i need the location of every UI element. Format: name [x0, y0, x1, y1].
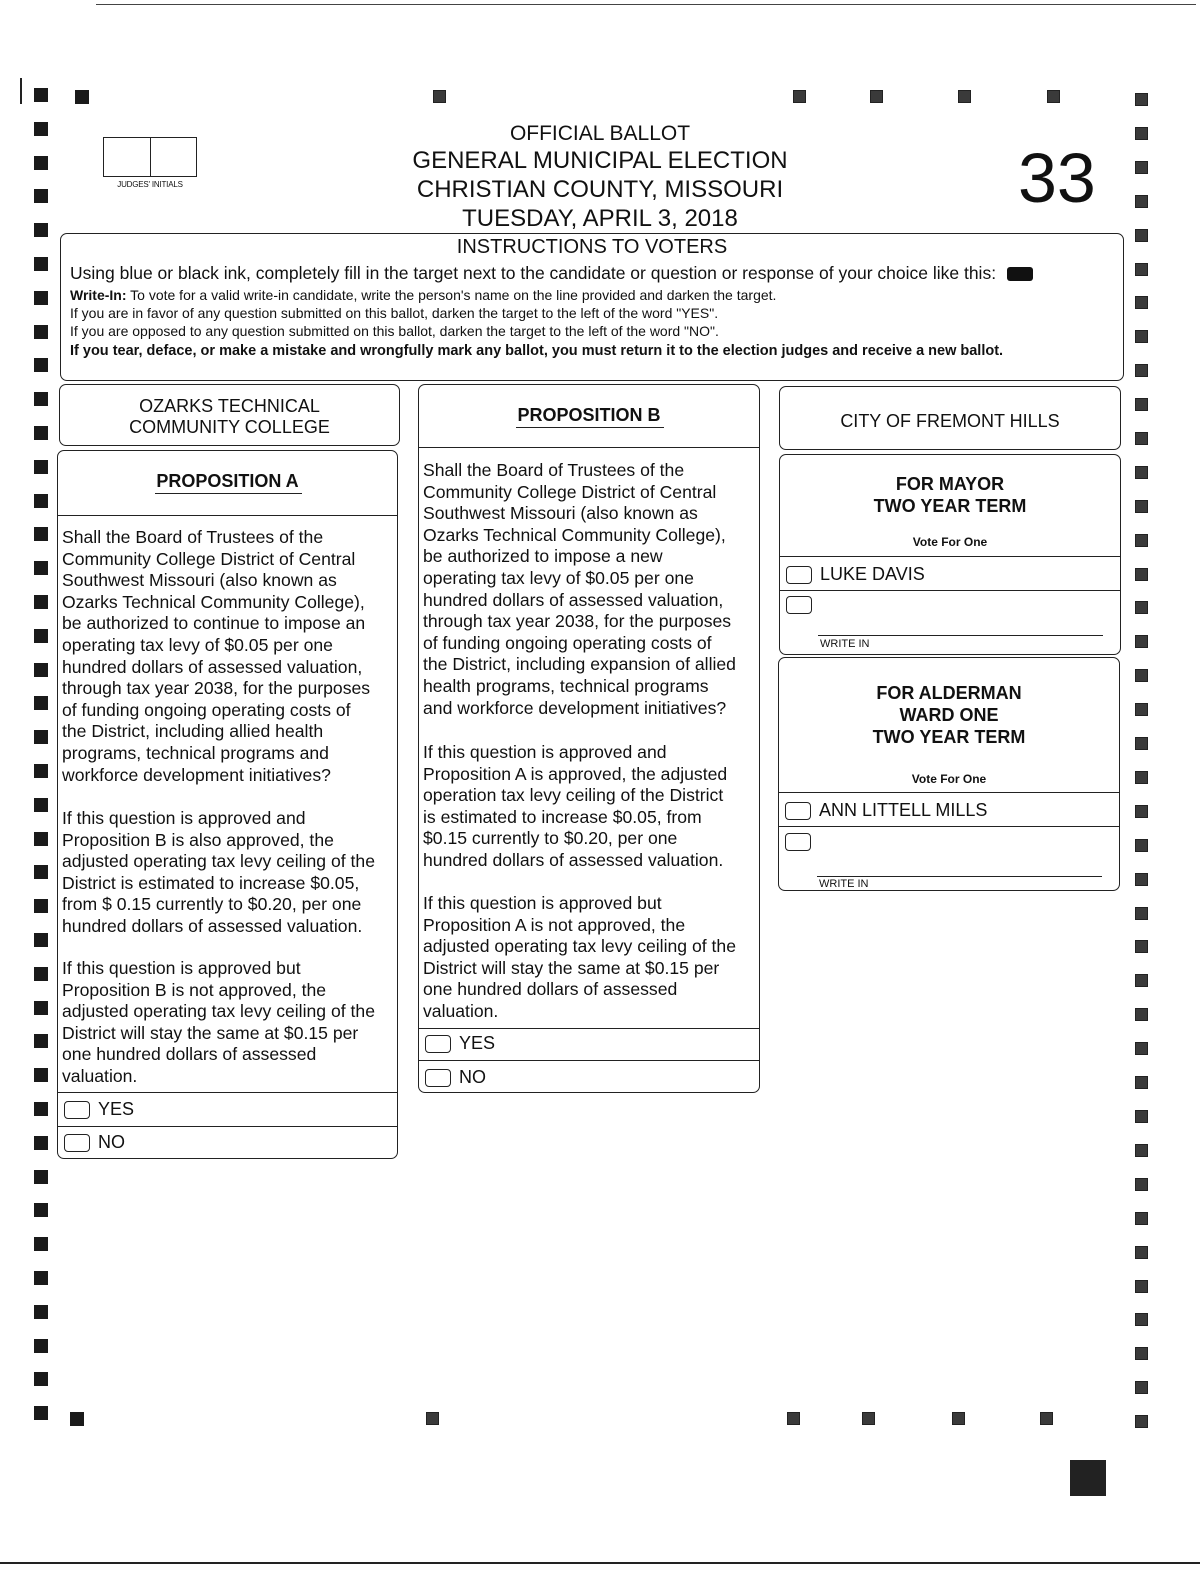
timing-mark	[1135, 601, 1148, 614]
instructions-line-5: If you tear, deface, or make a mistake and wrongfully mark any ballot, you must return it to the election judges and receive a new ballot.	[70, 343, 1004, 359]
timing-mark	[34, 1406, 48, 1420]
timing-mark	[1135, 1144, 1148, 1157]
timing-mark	[34, 1305, 48, 1319]
ballot-style-number: 33	[1018, 139, 1096, 217]
timing-mark	[34, 730, 48, 744]
mayor-candidate-name: LUKE DAVIS	[820, 564, 925, 584]
timing-mark	[1135, 1110, 1148, 1123]
writein-label: Write-In:	[70, 287, 127, 303]
timing-mark	[1135, 737, 1148, 750]
timing-mark	[1135, 635, 1148, 648]
timing-mark	[34, 460, 48, 474]
timing-mark	[1135, 398, 1148, 411]
timing-mark	[433, 90, 446, 103]
alderman-writein-target[interactable]	[785, 833, 811, 851]
timing-mark	[1135, 1008, 1148, 1021]
timing-mark	[34, 764, 48, 778]
proposition-a-no-target[interactable]	[64, 1134, 90, 1152]
timing-mark	[1135, 330, 1148, 343]
alderman-writein-option[interactable]	[785, 833, 819, 851]
timing-mark	[34, 1339, 48, 1353]
timing-mark	[1135, 466, 1148, 479]
proposition-b-yes-target[interactable]	[425, 1035, 451, 1053]
timing-mark	[34, 122, 48, 136]
proposition-b-title-underline	[516, 427, 664, 428]
instructions-line-2-text: To vote for a valid write-in candidate, write the person's name on the line provided and darken the target.	[130, 287, 777, 303]
bottom-border-line	[0, 1562, 1200, 1564]
mayor-vote-for: Vote For One	[912, 535, 988, 549]
timing-mark	[862, 1412, 875, 1425]
timing-mark	[34, 899, 48, 913]
timing-mark	[34, 1068, 48, 1082]
timing-mark	[1135, 839, 1148, 852]
timing-mark	[1135, 568, 1148, 581]
proposition-b-divider	[419, 447, 759, 448]
timing-mark	[1135, 1381, 1148, 1394]
timing-mark	[34, 257, 48, 271]
alderman-contest-title: FOR ALDERMAN WARD ONE TWO YEAR TERM	[872, 683, 1026, 747]
timing-mark	[34, 1237, 48, 1251]
timing-mark	[1135, 771, 1148, 784]
timing-mark	[1135, 873, 1148, 886]
timing-mark	[34, 223, 48, 237]
timing-mark	[1135, 1076, 1148, 1089]
instructions-line-1-text: Using blue or black ink, completely fill in the target next to the candidate or question or response of your choice like this:	[70, 263, 997, 283]
judges-initials-box[interactable]	[103, 137, 197, 177]
timing-mark	[34, 933, 48, 947]
ballot-title	[350, 122, 850, 233]
timing-mark	[34, 392, 48, 406]
proposition-a-yes-target[interactable]	[64, 1101, 90, 1119]
proposition-a-yes-label: YES	[98, 1099, 135, 1119]
alderman-divider-1	[779, 792, 1119, 793]
timing-mark	[34, 1170, 48, 1184]
proposition-b-question: Shall the Board of Trustees of the Community College District of Central Southwest Missouri (also known as Ozarks Technical Community College), be authorized to impose a new operating tax levy of $0.05 per one hundred dollars of assessed valuation, through tax year 2038, for the purposes of funding ongoing operating costs of the District, including expansion of allied health programs, technical programs and workforce development initiatives?	[423, 460, 736, 718]
timing-mark	[34, 88, 48, 102]
timing-mark	[1135, 1347, 1148, 1360]
timing-mark	[1135, 1042, 1148, 1055]
timing-mark	[1135, 432, 1148, 445]
proposition-a-if-approved: If this question is approved and Proposition B is also approved, the adjusted operating tax levy ceiling of the District is estimated to increase $0.05, from $ 0.15 currently to $0.20, per one hundred dollars of assessed valuation.	[62, 808, 375, 936]
timing-mark	[34, 494, 48, 508]
district-header-otc	[59, 384, 400, 446]
timing-mark	[1047, 90, 1060, 103]
alderman-contest	[778, 657, 1120, 891]
timing-mark	[1135, 1178, 1148, 1191]
timing-mark	[34, 1102, 48, 1116]
title-official-ballot: OFFICIAL BALLOT	[509, 122, 691, 145]
timing-mark	[34, 663, 48, 677]
alderman-divider-2	[779, 826, 1119, 827]
proposition-b-yes-label: YES	[459, 1033, 496, 1053]
title-date: TUESDAY, APRIL 3, 2018	[462, 205, 738, 232]
timing-mark	[34, 1271, 48, 1285]
proposition-b-if-not-approved: If this question is approved but Proposition A is not approved, the adjusted operating tax levy ceiling of the District will stay the same at $0.15 per one hundred dollars of assessed valuation.	[423, 893, 736, 1021]
timing-mark	[34, 426, 48, 440]
left-scan-tick	[20, 78, 22, 104]
proposition-b-no-target[interactable]	[425, 1069, 451, 1087]
proposition-a-yes-no-divider	[58, 1126, 397, 1127]
judges-initials-divider	[150, 138, 151, 176]
timing-mark	[34, 1001, 48, 1015]
timing-mark	[34, 865, 48, 879]
proposition-b-no-option[interactable]	[425, 1067, 486, 1088]
timing-mark	[1135, 1415, 1148, 1428]
timing-mark	[1135, 1280, 1148, 1293]
mayor-writein-option[interactable]	[786, 596, 820, 614]
timing-mark	[34, 527, 48, 541]
alderman-candidate-name: ANN LITTELL MILLS	[819, 800, 988, 820]
proposition-b-contest	[418, 384, 760, 1093]
mayor-candidate-option[interactable]	[786, 564, 925, 585]
timing-mark	[34, 561, 48, 575]
timing-mark	[1135, 195, 1148, 208]
timing-mark	[75, 90, 89, 104]
filled-target-example-icon	[1007, 267, 1033, 281]
district-name-fremont-hills: CITY OF FREMONT HILLS	[840, 411, 1060, 431]
timing-mark	[34, 696, 48, 710]
proposition-a-divider	[58, 515, 397, 516]
judges-initials-label: JUDGES' INITIALS	[117, 180, 183, 189]
timing-mark	[34, 325, 48, 339]
alderman-candidate-option[interactable]	[785, 800, 987, 821]
mayor-contest-title: FOR MAYOR TWO YEAR TERM	[873, 474, 1027, 516]
timing-mark	[34, 1136, 48, 1150]
timing-mark	[1135, 161, 1148, 174]
instructions-line-3: If you are in favor of any question submitted on this ballot, darken the target to the left of the word "YES".	[70, 305, 719, 321]
proposition-a-no-label: NO	[98, 1132, 125, 1152]
timing-mark	[1135, 805, 1148, 818]
timing-mark	[34, 291, 48, 305]
district-header-fremont-hills	[779, 386, 1121, 450]
timing-mark	[34, 967, 48, 981]
timing-mark	[1135, 263, 1148, 276]
mayor-candidate-target[interactable]	[786, 566, 812, 584]
proposition-b-title: PROPOSITION B	[517, 405, 661, 425]
proposition-b-if-approved: If this question is approved and Proposition A is approved, the adjusted operation tax levy ceiling of the District is estimated to increase $0.05, from $0.15 currently to $0.20, per one hundred dollars of assessed valuation.	[423, 742, 728, 870]
timing-mark	[34, 358, 48, 372]
title-county: CHRISTIAN COUNTY, MISSOURI	[416, 176, 784, 203]
alderman-writein-line[interactable]	[817, 876, 1102, 877]
mayor-divider-2	[780, 590, 1120, 591]
timing-mark	[34, 629, 48, 643]
timing-mark	[34, 1203, 48, 1217]
timing-mark	[1135, 229, 1148, 242]
proposition-a-title: PROPOSITION A	[156, 471, 299, 491]
proposition-a-if-not-approved: If this question is approved but Proposition B is not approved, the adjusted operating tax levy ceiling of the District will stay the same at $0.15 per one hundred dollars of assessed valuation.	[62, 958, 375, 1086]
timing-mark	[1135, 296, 1148, 309]
instructions-line-4: If you are opposed to any question submitted on this ballot, darken the target to the left of the word "NO".	[70, 323, 719, 339]
proposition-b-yes-no-divider	[419, 1060, 759, 1061]
timing-mark	[787, 1412, 800, 1425]
timing-mark	[1135, 500, 1148, 513]
mayor-writein-line[interactable]	[818, 635, 1103, 636]
proposition-a-contest	[57, 450, 398, 1159]
timing-mark	[426, 1412, 439, 1425]
mayor-divider-1	[780, 556, 1120, 557]
timing-mark	[34, 832, 48, 846]
timing-mark	[1135, 974, 1148, 987]
timing-mark	[1040, 1412, 1053, 1425]
timing-mark	[1135, 1212, 1148, 1225]
timing-mark	[1135, 93, 1148, 106]
timing-mark	[34, 595, 48, 609]
barcode-block	[1070, 1460, 1106, 1496]
timing-mark	[1135, 127, 1148, 140]
timing-mark	[793, 90, 806, 103]
district-name-otc: OZARKS TECHNICAL COMMUNITY COLLEGE	[129, 396, 330, 437]
instructions-line-1	[70, 263, 1033, 284]
instructions-box	[60, 233, 1124, 381]
mayor-writein-target[interactable]	[786, 596, 812, 614]
proposition-a-yes-option[interactable]	[64, 1099, 134, 1120]
timing-mark	[958, 90, 971, 103]
timing-mark	[70, 1412, 84, 1426]
title-election: GENERAL MUNICIPAL ELECTION	[412, 147, 788, 174]
timing-mark	[1135, 1313, 1148, 1326]
proposition-b-yes-option[interactable]	[425, 1033, 495, 1054]
alderman-vote-for: Vote For One	[911, 772, 987, 786]
mayor-writein-label: WRITE IN	[820, 638, 870, 650]
timing-mark	[870, 90, 883, 103]
instructions-line-2	[70, 287, 776, 303]
timing-mark	[34, 156, 48, 170]
proposition-a-question: Shall the Board of Trustees of the Community College District of Central Southwest Missouri (also known as Ozarks Technical Community College), be authorized to continue to impose an operating tax levy of $0.05 per one hundred dollars of assessed valuation, through tax year 2038, for the purposes of funding ongoing operating costs of the District, including allied health programs, technical programs and workforce development initiatives?	[62, 527, 371, 785]
alderman-writein-label: WRITE IN	[819, 878, 869, 890]
timing-mark	[1135, 703, 1148, 716]
top-border-line	[96, 4, 1196, 5]
timing-mark	[1135, 907, 1148, 920]
timing-mark	[34, 1372, 48, 1386]
proposition-b-no-label: NO	[459, 1067, 486, 1087]
proposition-a-options-divider	[58, 1092, 397, 1093]
timing-mark	[1135, 940, 1148, 953]
instructions-heading: INSTRUCTIONS TO VOTERS	[456, 236, 728, 258]
timing-mark	[1135, 534, 1148, 547]
mayor-contest	[779, 454, 1121, 655]
timing-mark	[1135, 1246, 1148, 1259]
alderman-candidate-target[interactable]	[785, 802, 811, 820]
timing-mark	[34, 798, 48, 812]
timing-mark	[952, 1412, 965, 1425]
timing-mark	[34, 1034, 48, 1048]
proposition-a-no-option[interactable]	[64, 1132, 125, 1153]
timing-mark	[1135, 669, 1148, 682]
timing-mark	[1135, 364, 1148, 377]
proposition-a-title-underline	[155, 493, 302, 494]
timing-mark	[34, 189, 48, 203]
proposition-b-options-divider	[419, 1028, 759, 1029]
